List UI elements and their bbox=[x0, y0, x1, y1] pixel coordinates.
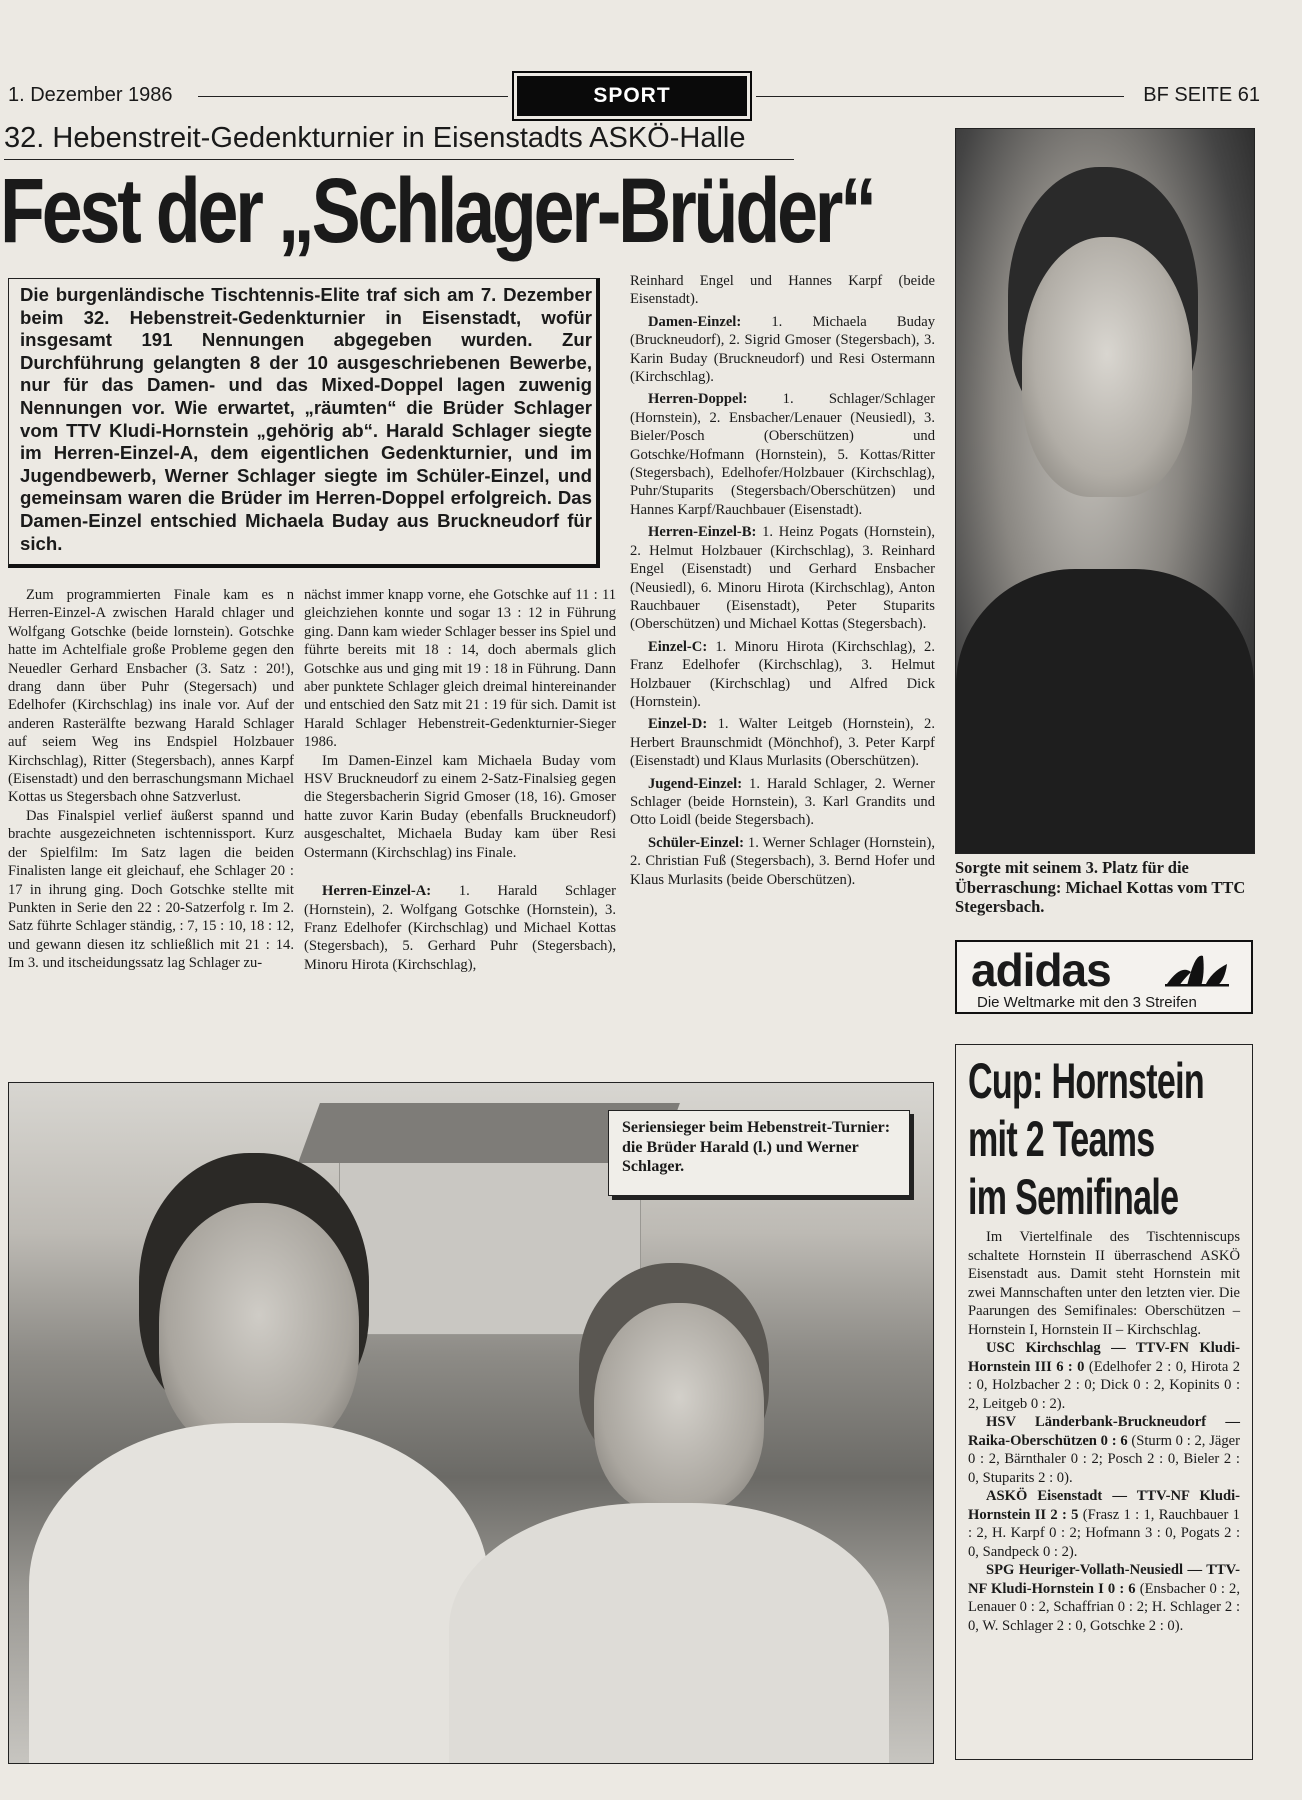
header-rule-right bbox=[756, 96, 1124, 97]
result-text: 1. Minoru Hirota (Kirchschlag), 2. Franz Edelhofer (Kirchschlag), 3. Helmut Holzbauer (Kirchschlag) und Alfred Dick (Hornstein). bbox=[630, 638, 935, 710]
section-badge: SPORT bbox=[517, 76, 747, 116]
result-label: Jugend-Einzel: bbox=[648, 775, 743, 792]
body-column-3 bbox=[630, 272, 935, 889]
cup-match-label: SPG Heuriger-Vollath-Neusiedl — TTV-NF Kludi-Hornstein I 0 : 6 bbox=[968, 1562, 1240, 1597]
cup-headline bbox=[968, 1052, 1254, 1226]
cup-match bbox=[968, 1413, 1240, 1487]
page-header bbox=[8, 74, 1260, 122]
result-entry bbox=[630, 638, 935, 712]
result-text: 1. Schlager/Schlager (Hornstein), 2. Ensbacher/Lenauer (Neusiedl), 3. Bieler/Posch (Oberschützen) und Gotschke/Hofmann (Hornstein), 5. Kottas/Ritter (Stegersbach), Edelhofer/Holzbauer (Kirchschlag), Puhr/Stuparits (Stegersbach/Oberschützen) und Hannes Karpf/Rauchbauer (Eisenstadt). bbox=[630, 391, 935, 518]
photo-shirt-shape bbox=[956, 569, 1254, 854]
cup-body bbox=[968, 1228, 1240, 1635]
result-label: Herren-Doppel: bbox=[648, 391, 748, 408]
cup-match bbox=[968, 1487, 1240, 1561]
cup-match-text: (Edelhofer 2 : 0, Hirota 2 : 0, Holzbacher 2 : 0; Dick 0 : 2, Kopinits 0 : 2, Leitgeb 0 : 2). bbox=[968, 1358, 1241, 1412]
cup-match bbox=[968, 1339, 1240, 1413]
result-entry bbox=[630, 523, 935, 633]
result-text: 1. Michaela Buday (Bruckneudorf), 2. Sigrid Gmoser (Stegersbach), 3. Karin Buday (Bruckneudorf) und Resi Ostermann (Kirchschlag). bbox=[630, 313, 935, 386]
trefoil-icon bbox=[1161, 950, 1235, 990]
cup-intro: Im Viertelfinale des Tischtenniscups schaltete Hornstein II überraschend ASKÖ Eisenstadt aus. Damit steht Hornstein mit zwei Mannschaften unter den letzten vier. Die Paarungen des Semifinales: Oberschützen – Hornstein I, Hornstein II – Kirchschlag. bbox=[968, 1229, 1240, 1338]
result-entry bbox=[630, 390, 935, 519]
cup-headline-line: im Semifinale bbox=[968, 1169, 1179, 1225]
result-entry bbox=[304, 882, 616, 974]
photo-face-shape bbox=[1022, 237, 1192, 497]
body-paragraph: Im Damen-Einzel kam Michaela Buday vom HSV Bruckneudorf zu einem 2-Satz-Finalsieg gegen die Stegersbacherin Sigrid Gmoser (18, 16). Gmoser hatte zuvor Karin Buday (ebenfalls Bruckneudorf) ausgeschaltet, Michaela Buday kam über Resi Ostermann (Kirchschlag) ins Finale. bbox=[304, 752, 616, 861]
adidas-tagline: Die Weltmarke mit den 3 Streifen bbox=[977, 994, 1197, 1011]
result-label: Damen-Einzel: bbox=[648, 313, 742, 330]
cup-match-label: HSV Länderbank-Bruckneudorf — Raika-Oberschützen 0 : 6 bbox=[968, 1414, 1240, 1449]
cup-match-text: (Ensbacher 0 : 2, Lenauer 0 : 2, Schaffrian 0 : 2; H. Schlager 2 : 0, W. Schlager 2 : 0, Gotschke 2 : 0). bbox=[968, 1580, 1240, 1634]
lead-paragraph: Die burgenländische Tischtennis-Elite traf sich am 7. Dezember beim 32. Hebenstreit-Gedenkturnier in Eisenstadt, wofür insgesamt 191 Nennungen abgegeben wurden. Zur Durchführung gelangten 8 der 10 ausgeschriebenen Bewerbe, nur für das Damen- und das Mixed-Doppel lagen zuwenig Nennungen vor. Wie erwartet, „räumten“ die Brüder Schlager vom TTV Kludi-Hornstein „gehörig ab“. Harald Schlager siegte im Herren-Einzel-A, dem eigentlichen Gedenkturnier, und im Jugendbewerb, Werner Schlager siegte im Schüler-Einzel, und gemeinsam waren die Brüder im Herren-Doppel erfolgreich. Das Damen-Einzel entschied Michaela Buday aus Bruckneudorf für sich. bbox=[20, 284, 592, 554]
portrait-photo bbox=[955, 128, 1255, 854]
result-label: Einzel-C: bbox=[648, 638, 708, 655]
result-text: 1. Harald Schlager, 2. Werner Schlager (beide Hornstein), 3. Karl Grandits und Otto Loidl (beide Stegersbach). bbox=[630, 775, 935, 829]
photo-person-left-face bbox=[159, 1203, 359, 1453]
photo-person-right-shirt bbox=[449, 1503, 889, 1764]
result-label: Schüler-Einzel: bbox=[648, 834, 744, 851]
cup-headline-line: Cup: Hornstein bbox=[968, 1053, 1205, 1109]
cup-match-label: USC Kirchschlag — TTV-FN Kludi-Hornstein III 6 : 0 bbox=[968, 1340, 1240, 1375]
brothers-caption: Seriensieger beim Hebenstreit-Turnier: die Brüder Harald (l.) und Werner Schlager. bbox=[622, 1119, 891, 1175]
result-entry bbox=[630, 775, 935, 830]
body-paragraph: Zum programmierten Finale kam es n Herren-Einzel-A zwischen Harald chlager und Wolfgang Gotschke (beide lornstein). Gotschke hatte im Achtelfiale große Probleme gegen den Neuedler Gerhard Ensbacher (3. Satz : 20!), drang dann über Puhr (Stegersach) und Edelhofer (Kirchschlag) ins inale vor. Auf der anderen Rasterälfte bezwang Harald Schlager auf seiem Weg ins Endspiel Holzbauer Kirchschlag), Ritter (Stegersbach), annes Karpf (Eisenstadt) und den berraschungsmann Michael Kottas us Stegersbach ohne Satzverlust. bbox=[8, 587, 294, 806]
result-entry bbox=[630, 715, 935, 770]
photo-person-right-face bbox=[594, 1303, 764, 1513]
photo-person-left-shirt bbox=[29, 1423, 489, 1764]
body-paragraph: Reinhard Engel und Hannes Karpf (beide Eisenstadt). bbox=[630, 273, 935, 308]
result-text: 1. Werner Schlager (Hornstein), 2. Christian Fuß (Stegersbach), 3. Bernd Hofer und Klaus Murlasits (beide Oberschützen). bbox=[630, 834, 935, 888]
body-paragraph: Das Finalspiel verlief äußerst spannd und brachte ausgezeichneten ischtennissport. Kurz der Spielfilm: Im Satz lagen die beiden Finalisten lange eit gleichauf, ehe Schlager 20 : 17 in ihrung ging. Doch Gotschke stellte mit Punkten in Serie den 22 : 20-Satzerfolg r. Im 2. Satz führte Schlager ständig, : 7, 15 : 10, 18 : 12, und gewann diesen itz schließlich mit 21 : 14. Im 3. und itscheidungssatz lag Schlager zu- bbox=[8, 807, 294, 972]
portrait-caption: Sorgte mit seinem 3. Platz für die Überraschung: Michael Kottas vom TTC Stegersbach. bbox=[955, 858, 1246, 916]
cup-match bbox=[968, 1561, 1240, 1635]
result-text: 1. Harald Schlager (Hornstein), 2. Wolfgang Gotschke (Hornstein), 3. Franz Edelhofer (Kirchschlag) und Michael Kottas (Stegersbach), 5. Gerhard Puhr (Stegersbach), Minoru Hirota (Kirchschlag), bbox=[304, 883, 616, 973]
cup-match-label: ASKÖ Eisenstadt — TTV-NF Kludi-Hornstein II 2 : 5 bbox=[968, 1488, 1240, 1523]
result-label: Einzel-D: bbox=[648, 716, 708, 733]
cup-match-text: (Sturm 0 : 2, Jäger 0 : 2, Bärnthaler 0 : 2; Posch 2 : 0, Bieler 2 : 0, Stuparits 2 : 0). bbox=[968, 1432, 1241, 1486]
cup-headline-line: mit 2 Teams bbox=[968, 1111, 1155, 1167]
article-headline: Fest der „Schlager-Brüder“ bbox=[0, 160, 874, 262]
issue-date: 1. Dezember 1986 bbox=[8, 84, 173, 106]
result-entry bbox=[630, 834, 935, 889]
body-column-2 bbox=[304, 586, 616, 974]
adidas-logo: adidas bbox=[971, 944, 1111, 996]
adidas-ad bbox=[955, 940, 1253, 1014]
header-rule-left bbox=[198, 96, 508, 97]
result-text: 1. Heinz Pogats (Hornstein), 2. Helmut Holzbauer (Kirchschlag), 3. Reinhard Engel (Eisenstadt) und Gerhard Ensbacher (Neusiedl), 6. Minoru Hirota (Kirchschlag), Anton Rauchbauer (Eisenstadt), Peter Stuparits (Oberschützen) und Michael Kottas (Stegersbach). bbox=[630, 524, 935, 633]
article-kicker: 32. Hebenstreit-Gedenkturnier in Eisenstadts ASKÖ-Halle bbox=[4, 122, 794, 160]
result-text: 1. Walter Leitgeb (Hornstein), 2. Herbert Braunschmidt (Mönchhof), 3. Peter Karpf (Eisenstadt) und Klaus Murlasits (Oberschützen). bbox=[630, 716, 935, 770]
result-label: Herren-Einzel-B: bbox=[648, 524, 757, 541]
cup-match-text: (Frasz 1 : 1, Rauchbauer 1 : 2, H. Karpf 0 : 2; Hofmann 3 : 0, Pogats 2 : 0, Sandpeck 0 : 2). bbox=[968, 1506, 1240, 1560]
body-paragraph: nächst immer knapp vorne, ehe Gotschke auf 11 : 11 gleichziehen konnte und sogar 13 : 12 in Führung ging. Dann kam wieder Schlager besser ins Spiel und führte bereits mit 18 : 14, doch abermals glich Gotschke aus und ging mit 19 : 18 in Führung. Dann aber punktete Schlager gleich dreimal hintereinander und entschied den Satz mit 21 : 19 für sich. Damit ist Harald Schlager Hebenstreit-Gedenkturnier-Sieger 1986. bbox=[304, 587, 616, 751]
body-column-1 bbox=[8, 586, 294, 973]
result-entry bbox=[630, 313, 935, 387]
result-label: Herren-Einzel-A: bbox=[322, 883, 432, 900]
page-reference: BF SEITE 61 bbox=[1143, 84, 1260, 106]
